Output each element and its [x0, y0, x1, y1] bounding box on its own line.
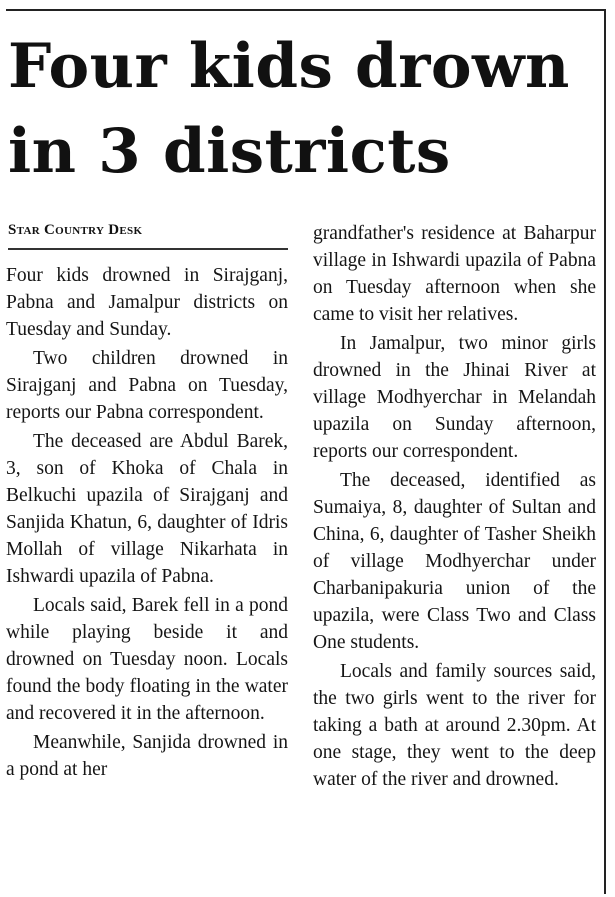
headline-line-1: Four kids drown [8, 31, 570, 102]
headline [8, 24, 598, 194]
headline-line-2: in 3 districts [8, 116, 451, 187]
top-rule [6, 9, 606, 11]
paragraph: In Jamalpur, two minor girls drowned in the Jhinai River at village Modhyerchar in Melandah upazila on Sunday afternoon, reports our correspondent. [313, 333, 596, 462]
article-column-1 [6, 262, 288, 785]
paragraph: grandfather's residence at Baharpur village in Ishwardi upazila of Pabna on Tuesday afternoon when she came to visit her relatives. [313, 223, 596, 325]
paragraph: Two children drowned in Sirajganj and Pabna on Tuesday, reports our Pabna correspondent. [6, 348, 288, 423]
paragraph: Four kids drowned in Sirajganj, Pabna and Jamalpur districts on Tuesday and Sunday. [6, 265, 288, 340]
paragraph: The deceased, identified as Sumaiya, 8, daughter of Sultan and China, 6, daughter of Tasher Sheikh of village Modhyerchar under Charbanipakuria union of the upazila, were Class Two and Class One students. [313, 470, 596, 653]
paragraph: Locals said, Barek fell in a pond while playing beside it and drowned on Tuesday noon. Locals found the body floating in the water and recovered it in the afternoon. [6, 595, 288, 724]
byline: Star Country Desk [8, 218, 288, 250]
right-rule [604, 9, 606, 894]
paragraph: The deceased are Abdul Barek, 3, son of Khoka of Chala in Belkuchi upazila of Sirajganj and Sanjida Khatun, 6, daughter of Idris Mollah of village Nikarhata in Ishwardi upazila of Pabna. [6, 431, 288, 587]
article-column-2 [313, 220, 596, 795]
paragraph: Meanwhile, Sanjida drowned in a pond at her [6, 732, 288, 780]
paragraph: Locals and family sources said, the two girls went to the river for taking a bath at around 2.30pm. At one stage, they went to the deep water of the river and drowned. [313, 661, 596, 790]
